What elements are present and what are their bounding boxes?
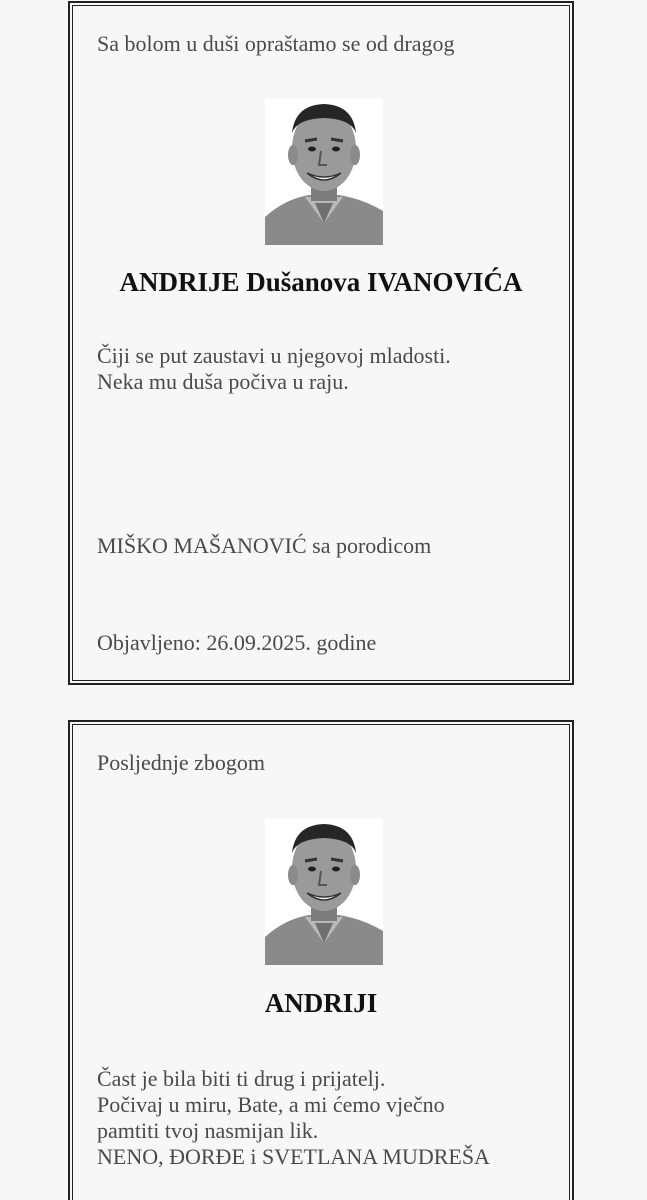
message-line: Čast je bila biti ti drug i prijatelj. <box>97 1066 386 1091</box>
deceased-name: ANDRIJE Dušanova IVANOVIĆA <box>119 267 523 297</box>
published-date: Objavljeno: 26.09.2025. godine <box>97 630 377 655</box>
signature: MIŠKO MAŠANOVIĆ sa porodicom <box>97 533 432 558</box>
message-line: Počivaj u miru, Bate, a mi ćemo vječno <box>97 1092 445 1117</box>
deceased-name: ANDRIJI <box>264 988 378 1018</box>
portrait-photo <box>265 99 383 245</box>
obituary-intro: Sa bolom u duši opraštamo se od dragog <box>97 31 455 56</box>
message-line: pamtiti tvoj nasmijan lik. <box>97 1118 319 1143</box>
obituary-card <box>68 1 574 685</box>
obituary-intro: Posljednje zbogom <box>97 750 266 775</box>
portrait-photo <box>265 819 383 965</box>
obituary-card <box>68 720 574 1200</box>
signature: NENO, ĐORĐE i SVETLANA MUDREŠA <box>97 1144 490 1169</box>
message-line: Čiji se put zaustavi u njegovoj mladosti. <box>97 343 451 368</box>
message-line: Neka mu duša počiva u raju. <box>97 369 349 394</box>
